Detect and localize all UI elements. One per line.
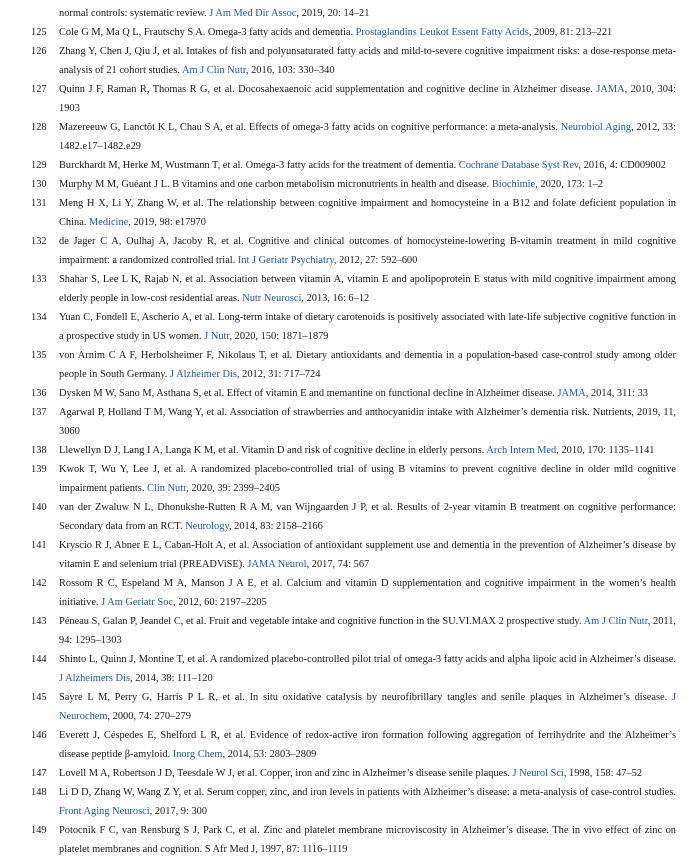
reference-number: 130	[31, 179, 47, 190]
reference-text: Shinto L, Quinn J, Montine T, et al. A randomized placebo-controlled pilot trial of omega-3 fatty acids and alpha lipoic acid in Alzheimer’s disease.	[59, 654, 676, 665]
reference-citation: , 2020, 150: 1871–1879	[229, 331, 329, 342]
reference-item	[0, 23, 698, 42]
reference-citation: , 2016, 103: 330–340	[245, 65, 335, 76]
reference-item	[0, 194, 698, 232]
reference-citation: , 2017, 9: 300	[149, 806, 208, 817]
reference-text: Li D D, Zhang W, Wang Z Y, et al. Serum copper, zinc, and iron levels in patients with Alzheimer’s disease: a meta-analysis of case-control studies.	[59, 787, 676, 798]
reference-citation: , 2019, 98: e17970	[128, 217, 206, 228]
journal-link[interactable]: Nutr Neurosci	[242, 293, 302, 304]
reference-text: von Arnim C A F, Herbolsheimer F, Nikolaus T, et al. Dietary antioxidants and dementia in a population-based case-control study among older people in South Germany.	[59, 350, 676, 380]
reference-number: 137	[31, 407, 47, 418]
reference-number: 143	[31, 616, 47, 627]
journal-link[interactable]: J Neurol Sci	[512, 768, 564, 779]
reference-number: 148	[31, 787, 47, 798]
reference-number: 132	[31, 236, 47, 247]
reference-text: Cole G M, Ma Q L, Frautschy S A. Omega-3 fatty acids and dementia.	[59, 27, 356, 38]
reference-text: Potocnik F C, van Rensburg S J, Park C, et al. Zinc and platelet membrane microviscosity in Alzheimer’s disease. The in vivo effect of zinc on platelet membranes and cognition. S Afr Med J, 1997, 87: 1116–1119	[59, 825, 676, 855]
journal-link[interactable]: Neurobiol Aging	[560, 122, 632, 133]
reference-item	[0, 308, 698, 346]
reference-number: 127	[31, 84, 47, 95]
journal-link[interactable]: Am J Clin Nutr	[181, 65, 246, 76]
reference-text: Zhang Y, Chen J, Qiu J, et al. Intakes of fish and polyunsaturated fatty acids and mild-to-severe cognitive impairment risks: a dose-response meta-analysis of 21 cohort studies.	[59, 46, 676, 76]
reference-citation: , 2014, 38: 111–120	[130, 673, 213, 684]
reference-item	[0, 441, 698, 460]
reference-list	[0, 4, 698, 859]
reference-text: Lovell M A, Robertson J D, Teesdale W J, et al. Copper, iron and zinc in Alzheimer’s disease senile plaques.	[59, 768, 513, 779]
reference-number: 135	[31, 350, 47, 361]
journal-link[interactable]: Neurology	[185, 521, 229, 532]
reference-item	[0, 460, 698, 498]
reference-text: Rossom R C, Espeland M A, Manson J A E, et al. Calcium and vitamin D supplementation and cognitive impairment in the women’s health initiative.	[59, 578, 676, 608]
reference-text: de Jager C A, Oulhaj A, Jacoby R, et al. Cognitive and clinical outcomes of homocysteine-lowering B-vitamin treatment in mild cognitive impairment: a randomized controlled trial.	[59, 236, 676, 266]
journal-link[interactable]: Inorg Chem	[172, 749, 223, 760]
journal-link[interactable]: JAMA	[557, 388, 586, 399]
reference-item	[0, 175, 698, 194]
journal-link[interactable]: Front Aging Neurosci	[59, 806, 150, 817]
reference-number: 140	[31, 502, 47, 513]
reference-citation: , 2009, 81: 213–221	[528, 27, 613, 38]
reference-text: Sayre L M, Perry G, Harris P L R, et al. In situ oxidative catalysis by neurofibrillary tangles and senile plaques in Alzheimer’s disease.	[59, 692, 672, 703]
journal-link[interactable]: J Am Geriatr Soc	[101, 597, 173, 608]
reference-item	[0, 764, 698, 783]
journal-link[interactable]: J Neurochem	[59, 692, 676, 722]
reference-text: Dysken M W, Sano M, Asthana S, et al. Effect of vitamin E and memantine on functional decline in Alzheimer disease.	[59, 388, 558, 399]
journal-link[interactable]: Arch Intern Med	[486, 445, 557, 456]
reference-citation: , 2012, 27: 592–600	[333, 255, 418, 266]
reference-text: Everett J, Céspedes E, Shelford L R, et al. Evidence of redox-active iron formation following aggregation of ferrihydrite and the Alzheimer’s disease peptide β-amyloid.	[59, 730, 676, 760]
reference-citation: , 2010, 170: 1135–1141	[556, 445, 655, 456]
reference-number: 139	[31, 464, 47, 475]
reference-number: 138	[31, 445, 47, 456]
reference-text: Péneau S, Galan P, Jeandel C, et al. Fruit and vegetable intake and cognitive function in the SU.VI.MAX 2 prospective study.	[59, 616, 584, 627]
reference-text: Burckhardt M, Herke M, Wustmann T, et al. Omega-3 fatty acids for the treatment of dementia.	[59, 160, 459, 171]
reference-item	[0, 403, 698, 441]
reference-item	[0, 726, 698, 764]
reference-number: 145	[31, 692, 47, 703]
reference-item	[0, 612, 698, 650]
reference-text: Kwok T, Wu Y, Lee J, et al. A randomized placebo-controlled trial of using B vitamins to prevent cognitive decline in older mild cognitive impairment patients.	[59, 464, 676, 494]
reference-citation: , 1998, 158: 47–52	[563, 768, 643, 779]
reference-item	[0, 270, 698, 308]
reference-number: 141	[31, 540, 47, 551]
journal-link[interactable]: Am J Clin Nutr	[583, 616, 648, 627]
reference-item	[0, 574, 698, 612]
reference-text: Llewellyn D J, Lang I A, Langa K M, et al. Vitamin D and risk of cognitive decline in elderly persons.	[59, 445, 487, 456]
reference-text: Quinn J F, Raman R, Thomas R G, et al. Docosahexaenoic acid supplementation and cognitive decline in Alzheimer disease.	[59, 84, 597, 95]
journal-link[interactable]: J Alzheimer Dis	[170, 369, 237, 380]
journal-link[interactable]: Int J Geriatr Psychiatry	[237, 255, 334, 266]
reference-citation: , 2000, 74: 270–279	[107, 711, 191, 722]
reference-item	[0, 42, 698, 80]
journal-link[interactable]: Prostaglandins Leukot Essent Fatty Acids	[355, 27, 529, 38]
reference-number: 142	[31, 578, 47, 589]
reference-item	[0, 80, 698, 118]
journal-link[interactable]: JAMA Neurol	[247, 559, 307, 570]
reference-number: 134	[31, 312, 47, 323]
journal-link[interactable]: Clin Nutr	[147, 483, 187, 494]
journal-link[interactable]: Medicine	[89, 217, 129, 228]
reference-number: 129	[31, 160, 47, 171]
reference-citation: , 2016, 4: CD009002	[578, 160, 666, 171]
reference-citation: , 2012, 31: 717–724	[236, 369, 321, 380]
reference-item	[0, 650, 698, 688]
reference-citation: , 2020, 39: 2399–2405	[186, 483, 280, 494]
journal-link[interactable]: Cochrane Database Syst Rev	[458, 160, 579, 171]
reference-number: 149	[31, 825, 47, 836]
reference-item	[0, 688, 698, 726]
reference-text: Murphy M M, Guéant J L. B vitamins and one carbon metabolism micronutrients in health and disease.	[59, 179, 492, 190]
reference-item	[0, 346, 698, 384]
journal-link[interactable]: J Nutr	[204, 331, 230, 342]
reference-citation: , 2014, 311: 33	[585, 388, 648, 399]
reference-citation: , 2014, 83: 2158–2166	[228, 521, 323, 532]
reference-citation: , 2014, 53: 2803–2809	[222, 749, 317, 760]
reference-text: Yuan C, Fondell E, Ascherio A, et al. Long-term intake of dietary carotenoids is positively associated with late-life subjective cognitive function in a prospective study in US women.	[59, 312, 676, 342]
journal-link[interactable]: J Am Med Dir Assoc	[209, 8, 297, 19]
reference-item	[0, 4, 698, 23]
reference-citation: , 2019, 20: 14–21	[296, 8, 370, 19]
reference-number: 126	[31, 46, 47, 57]
reference-number: 136	[31, 388, 47, 399]
reference-item	[0, 536, 698, 574]
reference-item	[0, 783, 698, 821]
reference-citation: , 2011, 94: 1295–1303	[59, 616, 676, 646]
reference-citation: , 2012, 33: 1482.e17–1482.e29	[59, 122, 676, 152]
reference-text: Mazereeuw G, Lanctôt K L, Chau S A, et al. Effects of omega-3 fatty acids on cognitive performance: a meta-analysis.	[59, 122, 561, 133]
journal-link[interactable]: Biochimie	[491, 179, 536, 190]
reference-text: Meng H X, Li Y, Zhang W, et al. The relationship between cognitive impairment and homocysteine in a B12 and folate deficient population in China.	[59, 198, 676, 228]
reference-number: 133	[31, 274, 47, 285]
reference-text: van der Zwaluw N L, Dhonukshe-Rutten R A M, van Wijngaarden J P, et al. Results of 2-year vitamin B treatment on cognitive performance: Secondary data from an RCT.	[59, 502, 676, 532]
journal-link[interactable]: J Alzheimers Dis	[59, 673, 130, 684]
reference-number: 146	[31, 730, 47, 741]
reference-item	[0, 821, 698, 859]
reference-item	[0, 156, 698, 175]
reference-citation: , 2020, 173: 1–2	[535, 179, 604, 190]
reference-number: 144	[31, 654, 47, 665]
reference-item	[0, 384, 698, 403]
reference-citation: , 2010, 304: 1903	[59, 84, 677, 114]
reference-text: normal controls: systematic review.	[59, 8, 210, 19]
reference-number: 125	[31, 27, 47, 38]
reference-text: Shahar S, Lee L K, Rajab N, et al. Association between vitamin A, vitamin E and apolipoprotein E status with mild cognitive impairment among elderly people in low-cost residential areas.	[59, 274, 676, 304]
reference-citation: , 2013, 16: 6–12	[301, 293, 370, 304]
reference-number: 147	[31, 768, 47, 779]
reference-item	[0, 498, 698, 536]
reference-citation: , 2012, 60: 2197–2205	[173, 597, 267, 608]
reference-citation: , 2017, 74: 567	[306, 559, 370, 570]
reference-number: 131	[31, 198, 47, 209]
reference-item	[0, 232, 698, 270]
reference-text: Kryscio R J, Abner E L, Caban-Holt A, et al. Association of antioxidant supplement use and dementia in the prevention of Alzheimer’s disease by vitamin E and selenium trial (PREADViSE).	[59, 540, 676, 570]
reference-item	[0, 118, 698, 156]
reference-number: 128	[31, 122, 47, 133]
reference-text: Agarwal P, Holland T M, Wang Y, et al. Association of strawberries and anthocyanidin intake with Alzheimer’s dementia risk. Nutrients, 2019, 11, 3060	[59, 407, 676, 437]
journal-link[interactable]: JAMA	[596, 84, 625, 95]
